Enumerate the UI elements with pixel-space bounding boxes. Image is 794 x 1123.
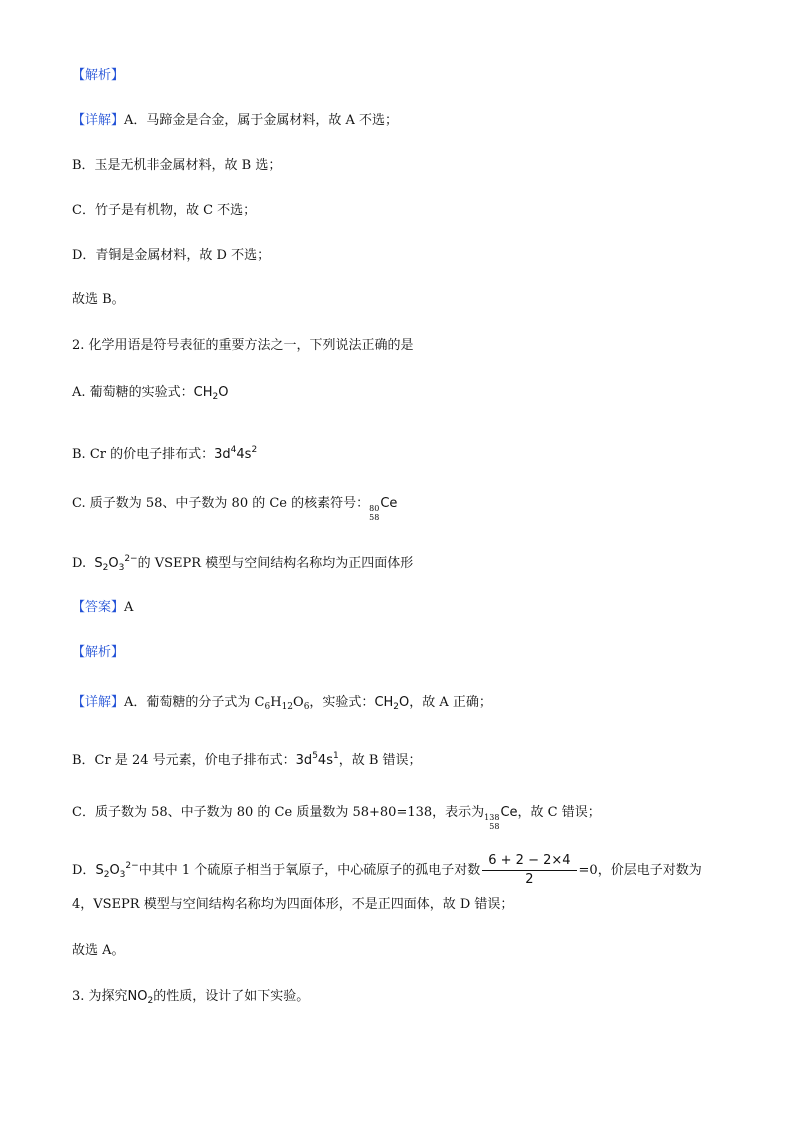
detail-tag-2: 【详解】 bbox=[72, 695, 125, 710]
answer-tag: 【答案】 bbox=[72, 600, 125, 615]
formula-ch2o: $CH_2O$ bbox=[193, 385, 229, 402]
q1-line-a: A．马蹄金是合金，属于金属材料，故 A 不选； bbox=[124, 113, 399, 128]
option-b-text: B. Cr 的价电子排布式： bbox=[72, 447, 215, 462]
q3-stem: 3. 为探究$NO_2$的性质，设计了如下实验。 bbox=[72, 989, 310, 1006]
option-a-text: A. 葡萄糖的实验式： bbox=[72, 385, 194, 400]
analysis-tag-2: 【解析】 bbox=[72, 645, 125, 660]
formula-cr-config: $3d^54s^1$ bbox=[295, 751, 339, 768]
isotope-notation: 80 58 bbox=[369, 504, 380, 522]
q2-detail-b: B．Cr 是 24 号元素，价电子排布式：$3d^54s^1$，故 B 错误； bbox=[72, 751, 422, 768]
q2-detail-a: 【详解】A．葡萄糖的分子式为 $C_6H_{12}O_6$，实验式：$CH_2O$，故 A 正确； bbox=[72, 695, 492, 712]
q2-option-d bbox=[72, 549, 413, 578]
q2-option-b bbox=[72, 440, 257, 465]
formula-thiosulfate: $S_2O_3^{2-}$ bbox=[94, 554, 138, 573]
isotope-notation-2: 138 58 bbox=[484, 813, 500, 831]
option-c-text: C. 质子数为 58、中子数为 80 的 Ce 的核素符号： bbox=[72, 496, 370, 511]
q1-line-d: D．青铜是金属材料，故 D 不选； bbox=[72, 248, 271, 263]
answer-line bbox=[72, 598, 133, 618]
q2-detail-d: D．$S_2O_3^{2-}$中其中 1 个硫原子相当于氧原子，中心硫原子的孤电子对数 $\frac{6 + 2 - 2\times 4}{2}$ =0，价层电子对数为 bbox=[72, 852, 702, 887]
q2-detail-d-line2: 4，VSEPR 模型与空间结构名称均为四面体形，不是正四面体，故 D 错误； bbox=[72, 897, 514, 912]
formula-electron-config: $3d^44s^2$ bbox=[214, 445, 258, 462]
q2-conclusion: 故选 A。 bbox=[72, 943, 125, 958]
fraction-numerator: 6 + 2 − 2×4 bbox=[482, 853, 576, 871]
q2-detail-c: C．质子数为 58、中子数为 80 的 Ce 质量数为 58+80=138，表示为 138 58 Ce，故 C 错误； bbox=[72, 805, 601, 831]
q1-conclusion: 故选 B。 bbox=[72, 292, 125, 307]
q1-line-c: C．竹子是有机物，故 C 不选； bbox=[72, 203, 257, 218]
q1-detail-a bbox=[72, 111, 398, 131]
option-d-text: 的 VSEPR 模型与空间结构名称均为正四面体形 bbox=[137, 556, 414, 571]
analysis-tag: 【解析】 bbox=[72, 68, 125, 83]
lone-pair-fraction bbox=[482, 853, 576, 889]
isotope-symbol: Ce bbox=[380, 496, 398, 511]
q2-option-a bbox=[72, 383, 228, 407]
answer-value: A bbox=[124, 600, 134, 615]
option-d-label: D. bbox=[72, 556, 87, 571]
formula-ch2o-2: $CH_2O$ bbox=[374, 695, 410, 712]
formula-no2: $NO_2$ bbox=[127, 989, 154, 1006]
q2-option-c bbox=[72, 494, 397, 522]
detail-tag: 【详解】 bbox=[72, 113, 125, 128]
isotope-symbol-2: Ce bbox=[500, 805, 518, 820]
q1-line-b: B．玉是无机非金属材料，故 B 选； bbox=[72, 158, 282, 173]
fraction-denominator: 2 bbox=[525, 871, 534, 887]
formula-thiosulfate-2: $S_2O_3^{2-}$ bbox=[95, 861, 139, 880]
q2-stem: 2. 化学用语是符号表征的重要方法之一，下列说法正确的是 bbox=[72, 338, 414, 353]
